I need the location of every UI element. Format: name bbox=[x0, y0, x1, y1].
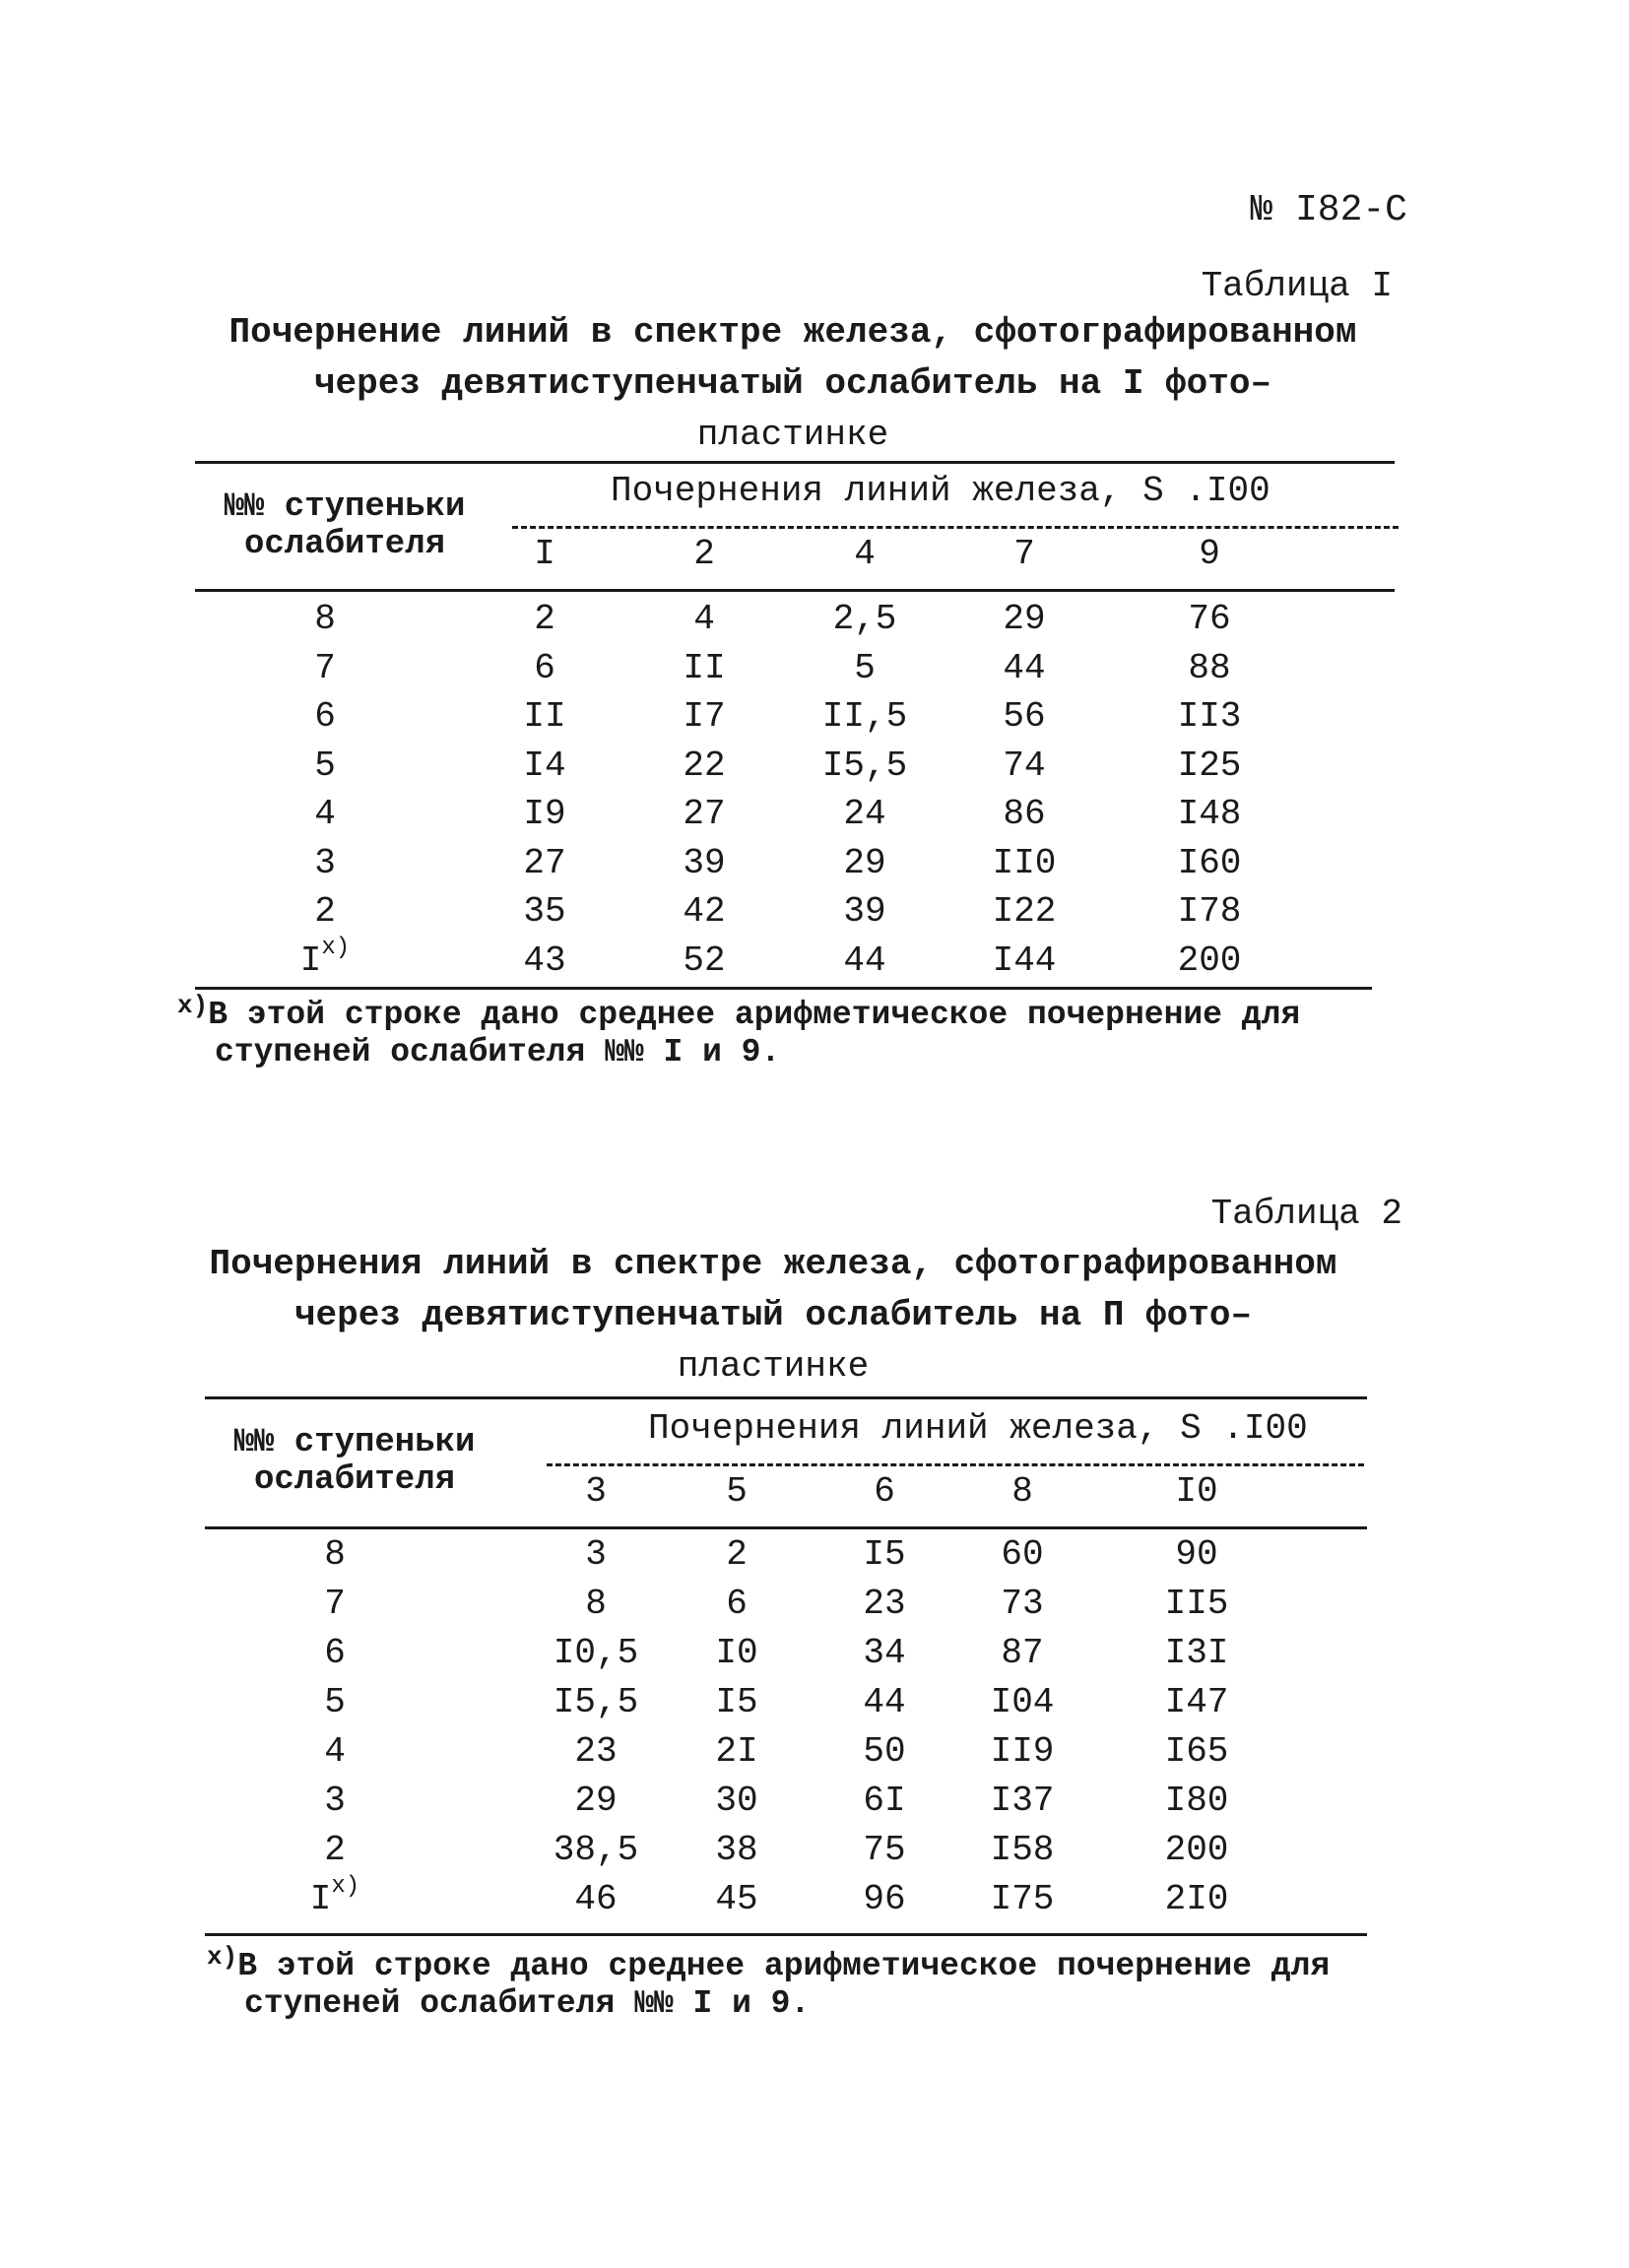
table-1-header-rule bbox=[195, 589, 1395, 592]
step-label: I bbox=[309, 1879, 332, 1919]
table-cell: 50 bbox=[863, 1731, 906, 1772]
table-1-row-header: №№ ступеньки ослабителя bbox=[224, 488, 466, 563]
table-cell: I78 bbox=[1177, 891, 1242, 932]
step-number bbox=[266, 745, 384, 786]
table-cell: 76 bbox=[1188, 599, 1231, 639]
table-cell: 24 bbox=[843, 794, 886, 834]
table-cell: I25 bbox=[1177, 745, 1242, 786]
table-cell: I65 bbox=[1164, 1731, 1229, 1772]
footnote-mark: x) bbox=[321, 934, 351, 961]
table-cell: 96 bbox=[863, 1879, 906, 1919]
table-cell: II bbox=[523, 696, 566, 737]
table-2-title-line: пластинке bbox=[677, 1346, 870, 1387]
table-2-colhead: 8 bbox=[1011, 1471, 1033, 1512]
table-cell: 39 bbox=[683, 842, 726, 883]
table-row bbox=[0, 599, 1629, 648]
table-cell: I47 bbox=[1164, 1682, 1229, 1722]
table-cell: 87 bbox=[1001, 1633, 1044, 1673]
table-cell: I75 bbox=[990, 1879, 1055, 1919]
table-2-bottom-rule bbox=[205, 1933, 1367, 1936]
table-cell: 74 bbox=[1003, 745, 1046, 786]
table-cell: 6I bbox=[863, 1781, 906, 1821]
table-cell: I4 bbox=[523, 745, 566, 786]
table-cell: 2 bbox=[534, 599, 555, 639]
table-cell: 2I0 bbox=[1164, 1879, 1229, 1919]
table-cell: 38 bbox=[715, 1830, 758, 1870]
step-label: 6 bbox=[314, 696, 336, 737]
step-label: 4 bbox=[314, 794, 336, 834]
document-number: № I82-С bbox=[1250, 189, 1407, 231]
table-cell: 8 bbox=[585, 1584, 607, 1624]
table-cell: I0,5 bbox=[553, 1633, 639, 1673]
table-row bbox=[0, 794, 1629, 843]
table-row bbox=[0, 934, 1629, 990]
table-cell: 44 bbox=[863, 1682, 906, 1722]
step-number bbox=[266, 794, 384, 834]
table-cell: 4 bbox=[693, 599, 715, 639]
table-cell: 2 bbox=[726, 1534, 748, 1575]
table-cell: 5 bbox=[854, 647, 876, 688]
table-2-title-line: через девятиступенчатый ослабитель на П фото– bbox=[293, 1295, 1253, 1335]
table-1-colhead: 2 bbox=[693, 534, 715, 574]
table-1-group-header: Почернения линий железа, S .I00 bbox=[611, 471, 1271, 511]
table-cell: II3 bbox=[1177, 696, 1242, 737]
step-number bbox=[276, 1873, 394, 1919]
table-1-title-line: Почернение линий в спектре железа, сфотографированном bbox=[228, 312, 1357, 353]
step-label: 7 bbox=[324, 1584, 346, 1624]
step-number bbox=[276, 1633, 394, 1673]
table-row bbox=[0, 1584, 1629, 1633]
footnote-mark: x) bbox=[331, 1873, 360, 1900]
table-cell: 88 bbox=[1188, 647, 1231, 688]
table-cell: I60 bbox=[1177, 842, 1242, 883]
step-label: 3 bbox=[324, 1781, 346, 1821]
table-cell: 29 bbox=[1003, 599, 1046, 639]
table-row bbox=[0, 1534, 1629, 1584]
table-row bbox=[0, 1682, 1629, 1731]
table-cell: I5 bbox=[863, 1534, 906, 1575]
step-number bbox=[266, 934, 384, 981]
table-cell: I04 bbox=[990, 1682, 1055, 1722]
table-2-top-rule bbox=[205, 1396, 1367, 1399]
table-2-caption: Таблица 2 bbox=[1210, 1194, 1402, 1234]
table-cell: I5,5 bbox=[553, 1682, 639, 1722]
table-1-title-line: пластинке bbox=[696, 415, 889, 455]
step-number bbox=[276, 1731, 394, 1772]
table-2-colhead: I0 bbox=[1175, 1471, 1218, 1512]
table-cell: I3I bbox=[1164, 1633, 1229, 1673]
step-label: 6 bbox=[324, 1633, 346, 1673]
footnote-mark: x) bbox=[177, 991, 209, 1020]
table-cell: 27 bbox=[523, 842, 566, 883]
table-cell: 75 bbox=[863, 1830, 906, 1870]
table-2-row-header: №№ ступеньки ослабителя bbox=[233, 1424, 476, 1499]
table-cell: 200 bbox=[1164, 1830, 1229, 1870]
table-row bbox=[0, 1731, 1629, 1781]
table-cell: 30 bbox=[715, 1781, 758, 1821]
step-number bbox=[276, 1682, 394, 1722]
table-row bbox=[0, 648, 1629, 697]
table-cell: II9 bbox=[990, 1731, 1055, 1772]
table-row bbox=[0, 696, 1629, 745]
table-cell: II0 bbox=[992, 842, 1057, 883]
table-1-colhead: 4 bbox=[854, 534, 876, 574]
step-number bbox=[266, 696, 384, 737]
table-1-colhead: I bbox=[534, 534, 555, 574]
table-cell: 52 bbox=[683, 940, 726, 981]
footnote-mark: x) bbox=[207, 1942, 238, 1972]
step-number bbox=[276, 1830, 394, 1870]
table-cell: I22 bbox=[992, 891, 1057, 932]
table-cell: 60 bbox=[1001, 1534, 1044, 1575]
table-1-title bbox=[167, 307, 1418, 461]
step-number bbox=[276, 1584, 394, 1624]
table-cell: I48 bbox=[1177, 794, 1242, 834]
table-2-group-header: Почернения линий железа, S .I00 bbox=[648, 1408, 1308, 1449]
table-row bbox=[0, 843, 1629, 892]
step-number bbox=[266, 648, 384, 688]
footnote-line: В этой строке дано среднее арифметическое почернение для bbox=[237, 1948, 1331, 1984]
table-cell: 86 bbox=[1003, 794, 1046, 834]
step-label: 3 bbox=[314, 842, 336, 883]
table-cell: 29 bbox=[843, 842, 886, 883]
step-number bbox=[276, 1534, 394, 1575]
table-cell: 200 bbox=[1177, 940, 1242, 981]
footnote-line: ступеней ослабителя №№ I и 9. bbox=[215, 1034, 781, 1070]
table-cell: I7 bbox=[683, 696, 726, 737]
table-cell: 38,5 bbox=[553, 1830, 639, 1870]
table-cell: 34 bbox=[863, 1633, 906, 1673]
table-1-bottom-rule bbox=[195, 987, 1372, 990]
table-cell: 23 bbox=[863, 1584, 906, 1624]
table-1-title-line: через девятиступенчатый ослабитель на I фото– bbox=[313, 363, 1272, 404]
table-2-title bbox=[148, 1239, 1399, 1393]
table-row bbox=[0, 1633, 1629, 1682]
table-1-caption: Таблица I bbox=[1201, 266, 1393, 306]
step-number bbox=[266, 599, 384, 639]
step-label: 8 bbox=[324, 1534, 346, 1575]
table-cell: 39 bbox=[843, 891, 886, 932]
table-cell: I80 bbox=[1164, 1781, 1229, 1821]
table-cell: 6 bbox=[726, 1584, 748, 1624]
table-row bbox=[0, 745, 1629, 795]
table-cell: II,5 bbox=[821, 696, 908, 737]
table-row bbox=[0, 1873, 1629, 1928]
table-cell: 43 bbox=[523, 940, 566, 981]
footnote-line: В этой строке дано среднее арифметическое почернение для bbox=[208, 997, 1301, 1033]
step-number bbox=[266, 891, 384, 932]
table-cell: 45 bbox=[715, 1879, 758, 1919]
table-cell: II bbox=[683, 647, 726, 688]
step-label: 4 bbox=[324, 1731, 346, 1772]
table-cell: II5 bbox=[1164, 1584, 1229, 1624]
table-cell: 23 bbox=[574, 1731, 618, 1772]
table-cell: 2,5 bbox=[832, 599, 897, 639]
table-cell: I58 bbox=[990, 1830, 1055, 1870]
table-cell: I44 bbox=[992, 940, 1057, 981]
table-cell: 73 bbox=[1001, 1584, 1044, 1624]
table-cell: 46 bbox=[574, 1879, 618, 1919]
table-cell: 2I bbox=[715, 1731, 758, 1772]
table-row bbox=[0, 1781, 1629, 1830]
step-label: 5 bbox=[324, 1682, 346, 1722]
table-cell: 27 bbox=[683, 794, 726, 834]
step-label: 8 bbox=[314, 599, 336, 639]
step-label: I bbox=[299, 940, 322, 981]
step-number bbox=[276, 1781, 394, 1821]
table-cell: 44 bbox=[843, 940, 886, 981]
step-label: 2 bbox=[324, 1830, 346, 1870]
table-cell: 44 bbox=[1003, 647, 1046, 688]
table-cell: 3 bbox=[585, 1534, 607, 1575]
table-cell: 22 bbox=[683, 745, 726, 786]
table-2-group-dash bbox=[547, 1463, 1364, 1466]
table-cell: I5 bbox=[715, 1682, 758, 1722]
table-cell: 56 bbox=[1003, 696, 1046, 737]
table-cell: 35 bbox=[523, 891, 566, 932]
table-2-colhead: 5 bbox=[726, 1471, 748, 1512]
table-row bbox=[0, 1830, 1629, 1879]
table-cell: I37 bbox=[990, 1781, 1055, 1821]
step-label: 2 bbox=[314, 891, 336, 932]
table-2-header-rule bbox=[205, 1526, 1367, 1529]
table-2-footnote bbox=[207, 1942, 1331, 2023]
step-number bbox=[266, 843, 384, 883]
table-1-top-rule bbox=[195, 461, 1395, 464]
table-2-colhead: 3 bbox=[585, 1471, 607, 1512]
table-cell: 42 bbox=[683, 891, 726, 932]
step-label: 5 bbox=[314, 745, 336, 786]
step-label: 7 bbox=[314, 647, 336, 688]
table-cell: I0 bbox=[715, 1633, 758, 1673]
table-cell: I5,5 bbox=[821, 745, 908, 786]
table-1-colhead: 9 bbox=[1199, 534, 1220, 574]
table-cell: 6 bbox=[534, 647, 555, 688]
table-1-footnote bbox=[177, 991, 1301, 1071]
table-1-column-headers bbox=[0, 534, 1629, 583]
table-cell: 90 bbox=[1175, 1534, 1218, 1575]
table-1-group-dash bbox=[512, 526, 1399, 529]
table-row bbox=[0, 891, 1629, 940]
table-2-colhead: 6 bbox=[874, 1471, 895, 1512]
table-1-colhead: 7 bbox=[1013, 534, 1035, 574]
table-2-title-line: Почернения линий в спектре железа, сфотографированном bbox=[209, 1244, 1337, 1284]
table-cell: 29 bbox=[574, 1781, 618, 1821]
footnote-line: ступеней ослабителя №№ I и 9. bbox=[244, 1985, 811, 2022]
table-cell: I9 bbox=[523, 794, 566, 834]
table-2-column-headers bbox=[0, 1471, 1629, 1521]
